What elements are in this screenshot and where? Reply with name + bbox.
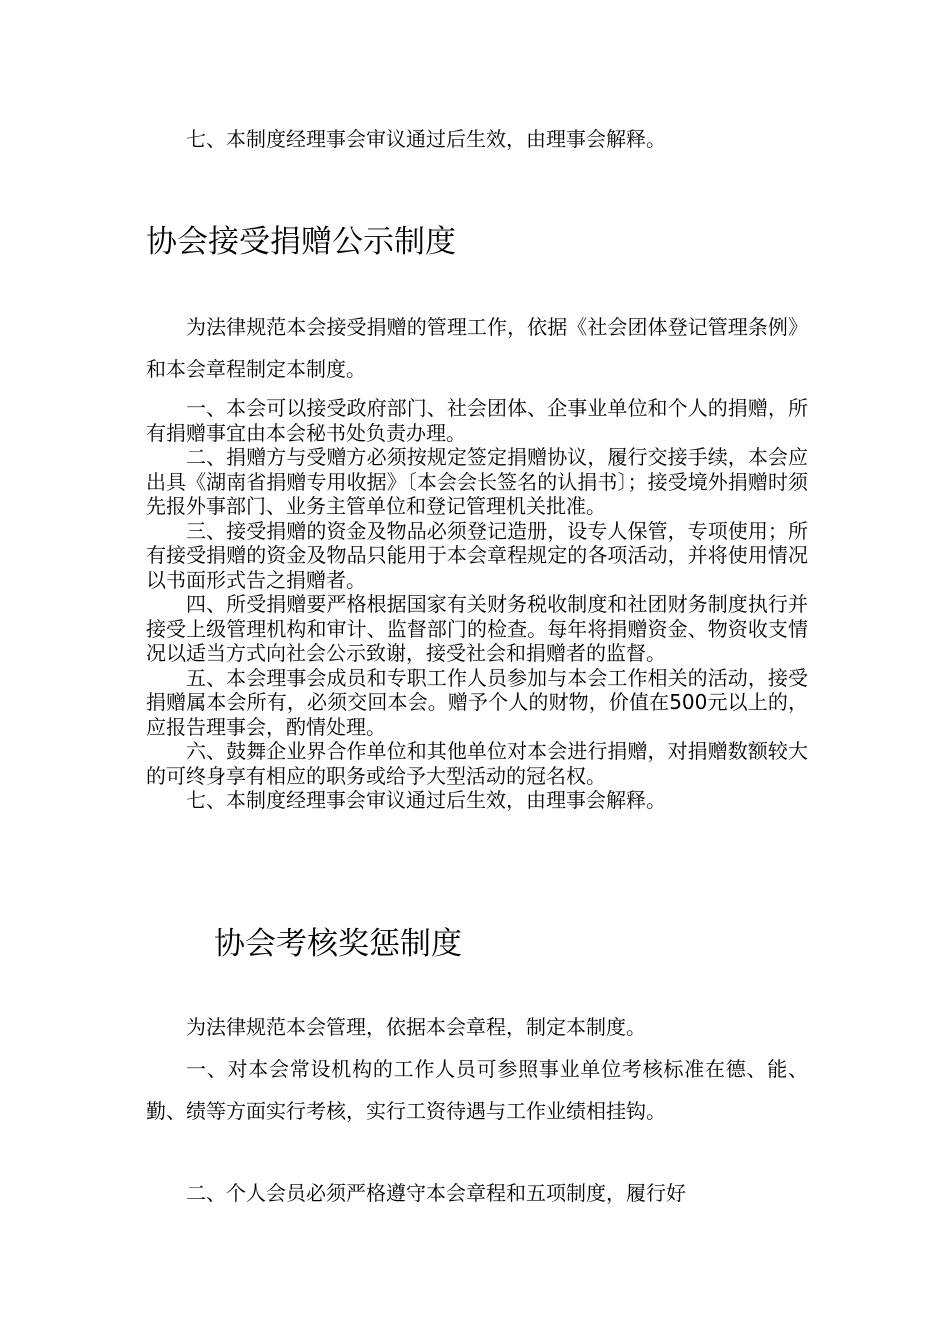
section1-clause-6: 六、鼓舞企业界合作单位和其他单位对本会进行捐赠，对捐赠数额较大的可终身享有相应的职务或给予大型活动的冠名权。 xyxy=(146,739,808,788)
section1-clause-5: 五、本会理事会成员和专职工作人员参加与本会工作相关的活动，接受捐赠属本会所有，必须交回本会。赠予个人的财物，价值在500元以上的，应报告理事会，酌情处理。 xyxy=(146,665,808,739)
section1-clause-1: 一、本会可以接受政府部门、社会团体、企事业单位和个人的捐赠，所有捐赠事宜由本会秘书处负责办理。 xyxy=(146,396,808,445)
section1-clause-3: 三、接受捐赠的资金及物品必须登记造册，设专人保管，专项使用；所有接受捐赠的资金及物品只能用于本会章程规定的各项活动，并将使用情况以书面形式告之捐赠者。 xyxy=(146,518,808,592)
paragraph-top-clause-7: 七、本制度经理事会审议通过后生效，由理事会解释。 xyxy=(186,127,666,151)
section2-title: 协会考核奖惩制度 xyxy=(214,926,462,962)
section1-clause-4: 四、所受捐赠要严格根据国家有关财务税收制度和社团财务制度执行并接受上级管理机构和审计、监督部门的检查。每年将捐赠资金、物资收支情况以适当方式向社会公示致谢，接受社会和捐赠者的监督。 xyxy=(146,592,808,665)
section1-title: 协会接受捐赠公示制度 xyxy=(146,224,456,260)
section2-clause-1: 一、对本会常设机构的工作人员可参照事业单位考核标准在德、能、勤、绩等方面实行考核，实行工资待遇与工作业绩相挂钩。 xyxy=(146,1057,808,1123)
section1-clause-2: 二、捐赠方与受赠方必须按规定签定捐赠协议，履行交接手续，本会应出具《湖南省捐赠专用收据》〔本会会长签名的认捐书〕；接受境外捐赠时须先报外事部门、业务主管单位和登记管理机关批准。 xyxy=(146,445,808,518)
section2-clause-2: 二、个人会员必须严格遵守本会章程和五项制度，履行好 xyxy=(186,1181,686,1205)
section1-clauses xyxy=(0,396,950,813)
section1-intro: 为法律规范本会接受捐赠的管理工作，依据《社会团体登记管理条例》和本会章程制定本制度。 xyxy=(146,315,808,381)
section1-clause-7: 七、本制度经理事会审议通过后生效，由理事会解释。 xyxy=(186,788,666,812)
section2-intro: 为法律规范本会管理，依据本会章程，制定本制度。 xyxy=(186,1015,646,1039)
